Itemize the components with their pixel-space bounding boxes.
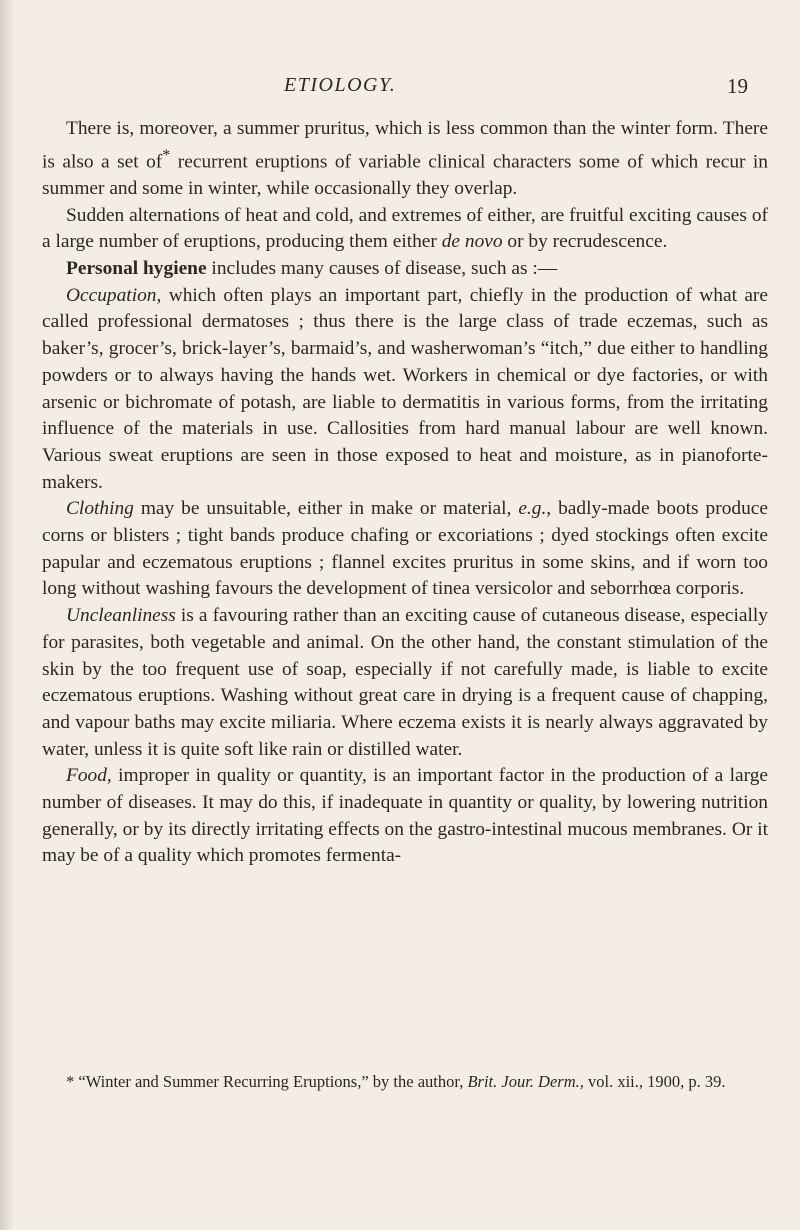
paragraph-text: badly-made boots produce corns or blisters ; tight bands produce chafing or excoriations ; dyed stockings often excite papular and eczematous eruptions ; flannel excites pruritus in some skins, and if worn too long without washing favours the development of tinea versicolor and seborrhœa corporis. bbox=[42, 498, 768, 600]
body-text bbox=[42, 116, 768, 870]
paragraph-text: which often plays an important part, chiefly in the production of what are called professional dermatoses ; thus there is the large class of trade eczemas, such as baker’s, grocer’s, brick-layer’s, barmaid’s, and washerwoman’s “itch,” due either to handling powders or to always having the hands wet. Workers in chemical or dye factories, or with arsenic or bichromate of potash, are liable to dermatitis in various forms, from the irritating influence of the materials in use. Callosities from hard manual labour are well known. Various sweat eruptions are seen in those exposed to heat and moisture, as in pianoforte-makers. bbox=[42, 284, 768, 493]
italic-heading: Uncleanliness bbox=[66, 605, 176, 627]
binding-edge-shadow bbox=[0, 0, 14, 1230]
footnote bbox=[42, 1070, 768, 1093]
footnote-text: “Winter and Summer Recurring Eruptions,” by the author, bbox=[74, 1072, 468, 1091]
bold-heading: Personal hygiene bbox=[66, 257, 207, 279]
italic-phrase: de novo bbox=[441, 231, 503, 253]
paragraph-food bbox=[42, 763, 768, 870]
paragraph-clothing bbox=[42, 496, 768, 603]
paragraph-heat-and-cold bbox=[42, 203, 768, 256]
italic-heading: Occupation, bbox=[66, 284, 162, 306]
paragraph-text: recurrent eruptions of variable clinical characters some of which recur in summer and some in winter, while occasionally they overlap. bbox=[42, 151, 769, 199]
italic-heading: Clothing bbox=[66, 498, 134, 520]
journal-title: Brit. Jour. Derm., bbox=[467, 1072, 584, 1091]
running-title: ETIOLOGY. bbox=[284, 74, 397, 96]
paragraph-text: may be unsuitable, either in make or material, bbox=[133, 498, 519, 520]
italic-heading: Food, bbox=[66, 765, 112, 787]
footnotes bbox=[42, 1070, 768, 1093]
paragraph-occupation bbox=[42, 283, 768, 497]
paragraph-text: or by recrudescence. bbox=[502, 231, 668, 253]
paragraph-uncleanliness bbox=[42, 603, 768, 763]
footnote-marker: * bbox=[66, 1072, 75, 1091]
paragraph-personal-hygiene bbox=[42, 256, 768, 283]
paragraph-text: Sudden alternations of heat and cold, and extremes of either, are fruitful exciting causes of a large number of eruptions, producing them either bbox=[42, 204, 768, 253]
paragraph-text: improper in quality or quantity, is an important factor in the production of a large number of diseases. It may do this, if inadequate in quantity or quality, by lowering nutrition generally, or by its directly irritating effects on the gastro-intestinal mucous membranes. Or it may be of a quality which promotes fermenta- bbox=[42, 765, 768, 867]
paragraph-text: There is, moreover, a summer pruritus, which is less common than the winter form. There is also a set of bbox=[42, 118, 768, 173]
page-number: 19 bbox=[727, 74, 748, 98]
footnote-text: vol. xii., 1900, p. 39. bbox=[583, 1072, 726, 1091]
footnote-reference: * bbox=[162, 146, 171, 164]
paragraph-summer-pruritus bbox=[42, 116, 768, 203]
italic-phrase: e.g., bbox=[518, 498, 552, 520]
running-head bbox=[0, 74, 800, 104]
paragraph-text: is a favouring rather than an exciting cause of cutaneous disease, especially for parasites, both vegetable and animal. On the other hand, the constant stimulation of the skin by the too frequent use of soap, especially if not carefully made, is liable to excite eczematous eruptions. Washing without great care in drying is a frequent cause of chapping, and vapour baths may excite miliaria. Where eczema exists it is nearly always aggravated by water, unless it is quite soft like rain or distilled water. bbox=[42, 605, 768, 760]
paragraph-text: includes many causes of disease, such as :— bbox=[206, 257, 558, 279]
